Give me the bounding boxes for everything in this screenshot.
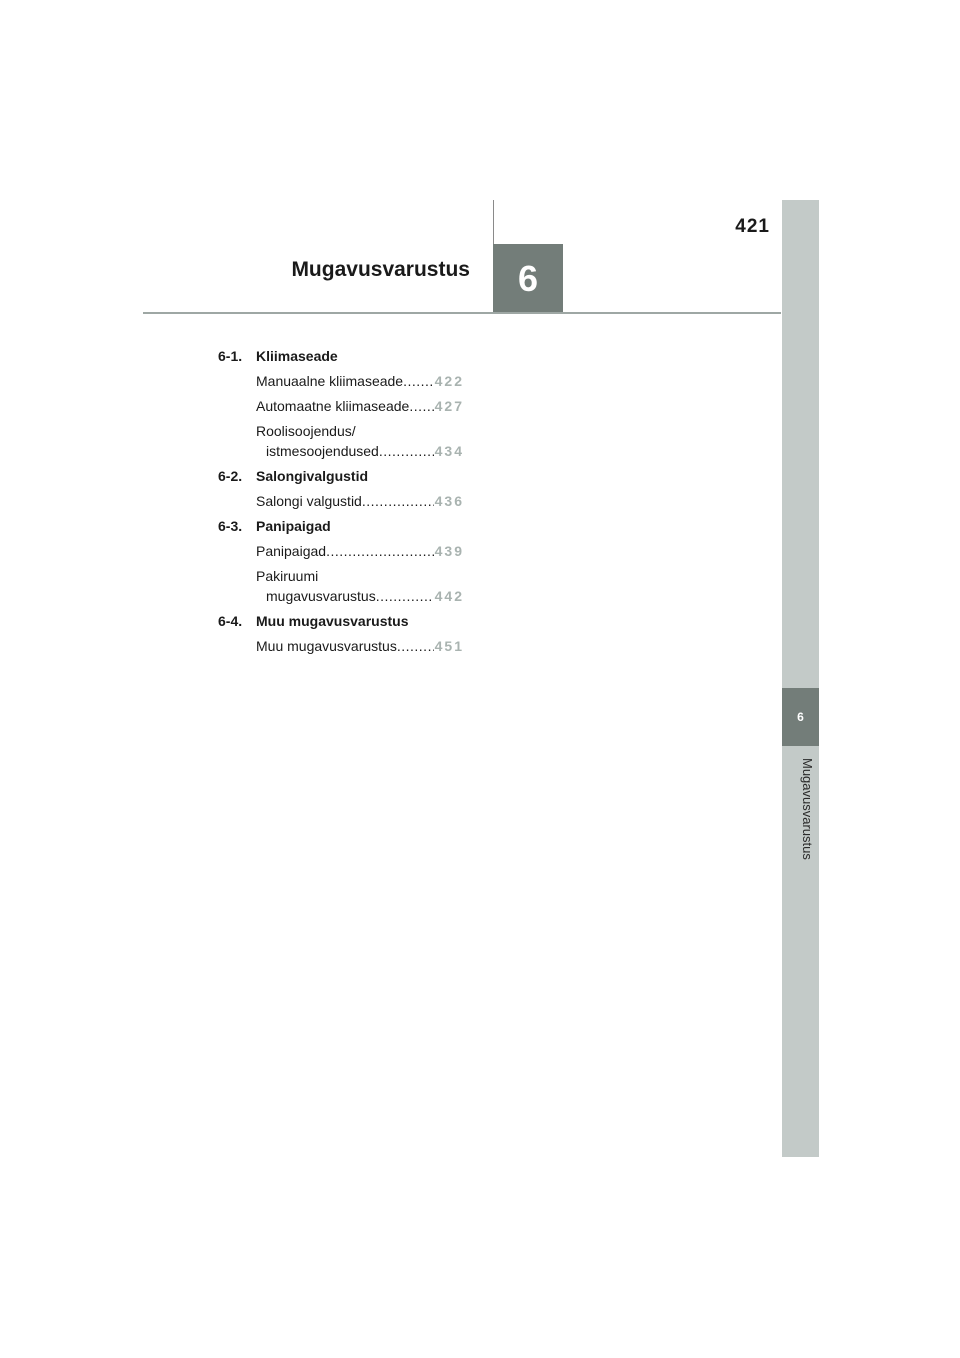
section-number: 6-4. [218,613,243,629]
entry-title: Pakiruumi [256,568,319,584]
section-title: Salongivalgustid [256,468,369,484]
entry-title: Manuaalne kliimaseade [256,373,404,389]
header-rule [143,312,781,314]
page-link[interactable]: 427 [434,398,464,414]
entry-title: Salongi valgustid [256,493,362,509]
entry-title: Roolisoojendus/ [256,423,356,439]
section-title: Panipaigad [256,518,331,534]
toc-section-heading [218,466,468,486]
entry-title: Muu mugavusvarustus [256,638,397,654]
toc-section-heading [218,516,468,536]
chapter-number-box: 6 [493,244,563,313]
toc-section-heading [218,611,468,631]
entry-title: Panipaigad [256,543,327,559]
toc-entry[interactable] [256,371,464,391]
entry-title-continued: mugavusvarustus [266,588,376,604]
leader-dots [326,541,434,561]
leader-dots [362,491,434,511]
toc-entry[interactable] [256,636,464,656]
entry-title: Automaatne kliimaseade [256,398,410,414]
header-divider [493,200,494,244]
toc-section-heading [218,346,468,366]
page-link[interactable]: 434 [434,443,464,459]
page-number: 421 [735,216,770,237]
section-number: 6-1. [218,348,243,364]
chapter-side-tab [782,200,819,1157]
page-link[interactable]: 422 [434,373,464,389]
leader-dots [376,586,434,606]
toc-entry[interactable] [256,541,464,561]
leader-dots [379,441,434,461]
section-number: 6-2. [218,468,243,484]
side-tab-label: Mugavusvarustus [800,758,815,860]
section-number: 6-3. [218,518,243,534]
section-title: Muu mugavusvarustus [256,613,409,629]
toc-entry[interactable] [256,396,464,416]
page-link[interactable]: 439 [434,543,464,559]
table-of-contents [218,346,468,661]
page-link[interactable]: 451 [434,638,464,654]
page-link[interactable]: 436 [434,493,464,509]
leader-dots [403,371,434,391]
section-title: Kliimaseade [256,348,338,364]
leader-dots [397,636,434,656]
page-link[interactable]: 442 [434,588,464,604]
entry-title-continued: istmesoojendused [266,443,379,459]
toc-entry[interactable] [256,421,464,461]
leader-dots [409,396,433,416]
toc-entry[interactable] [256,491,464,511]
side-tab-number: 6 [782,688,819,746]
chapter-title: Mugavusvarustus [291,258,470,281]
toc-entry[interactable] [256,566,464,606]
